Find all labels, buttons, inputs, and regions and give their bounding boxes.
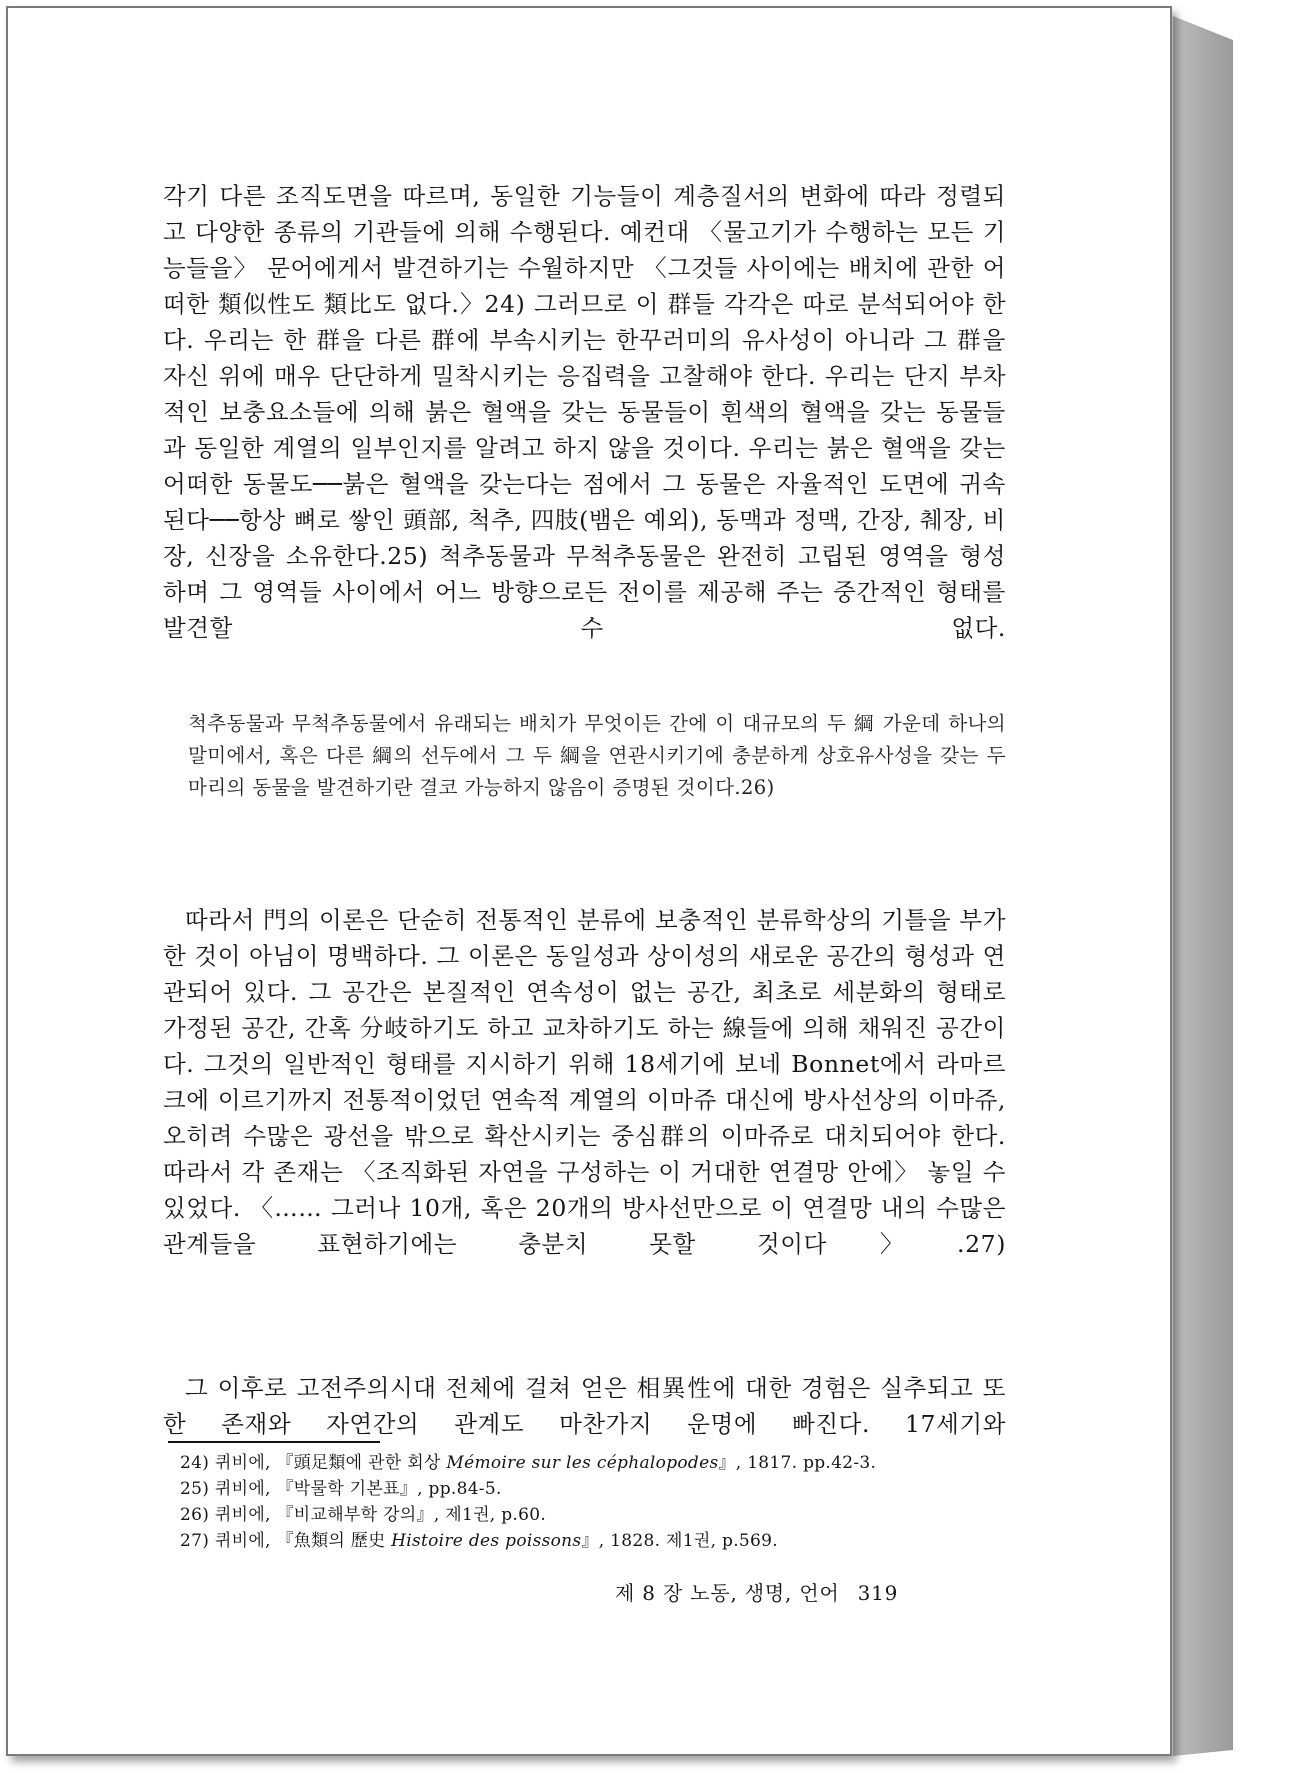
footnote-text: 퀴비에, 『魚類의 歷史	[214, 1531, 392, 1551]
page-number: 319	[857, 1581, 899, 1605]
footnote-number: 24)	[180, 1453, 210, 1473]
footnote-text: 퀴비에, 『비교해부학 강의』, 제1권, p.60.	[214, 1505, 547, 1525]
footnote-text-tail: 』, 1817. pp.42-3.	[718, 1453, 877, 1473]
footnote-divider	[168, 1441, 380, 1443]
body-paragraph-1: 각기 다른 조직도면을 따르며, 동일한 기능들이 계층질서의 변화에 따라 정렬되고 다양한 종류의 기관들에 의해 수행된다. 예컨대 〈물고기가 수행하는 모든 기능들을〉 문어에게서 발견하기는 수월하지만 〈그것들 사이에는 배치에 관한 어떠한 類似性도 類比도 없다.〉24) 그러므로 이 群들 각각은 따로 분석되어야 한다. 우리는 한 群을 다른 群에 부속시키는 한꾸러미의 유사성이 아니라 그 群을 자신 위에 매우 단단하게 밀착시키는 응집력을 고찰해야 한다. 우리는 단지 부차적인 보충요소들에 의해 붉은 혈액을 갖는 동물들이 흰색의 혈액을 갖는 동물들과 동일한 계열의 일부인지를 알려고 하지 않을 것이다. 우리는 붉은 혈액을 갖는 어떠한 동물도──붉은 혈액을 갖는다는 점에서 그 동물은 자율적인 도면에 귀속된다──항상 뼈로 쌓인 頭部, 척추, 四肢(뱀은 예외), 동맥과 정맥, 간장, 췌장, 비장, 신장을 소유한다.25) 척추동물과 무척추동물은 완전히 고립된 영역을 형성하며 그 영역들 사이에서 어느 방향으로든 전이를 제공해 주는 중간적인 형태를 발견할 수 없다.	[163, 182, 1006, 642]
footnote-text: 퀴비에, 『頭足類에 관한 회상	[214, 1453, 447, 1473]
footnote-25	[180, 1478, 502, 1500]
footnote-number: 25)	[180, 1479, 210, 1499]
footnote-italic-title: Histoire des poissons	[391, 1531, 582, 1551]
footnote-text-tail: 』, 1828. 제1권, p.569.	[581, 1531, 778, 1551]
footnote-number: 26)	[180, 1505, 210, 1525]
footnote-italic-title: Mémoire sur les céphalopodes	[446, 1453, 719, 1473]
running-footer	[615, 1580, 1005, 1606]
footnote-27	[180, 1530, 778, 1552]
footnote-24	[180, 1452, 876, 1474]
page-edge-shadow	[1173, 16, 1233, 1756]
footnote-26	[180, 1504, 546, 1526]
body-paragraph-2: 따라서 門의 이론은 단순히 전통적인 분류에 보충적인 분류학상의 기틀을 부가한 것이 아님이 명백하다. 그 이론은 동일성과 상이성의 새로운 공간의 형성과 연관되어 있다. 그 공간은 본질적인 연속성이 없는 공간, 최초로 세분화의 형태로 가정된 공간, 간혹 分岐하기도 하고 교차하기도 하는 線들에 의해 채워진 공간이다. 그것의 일반적인 형태를 지시하기 위해 18세기에 보네 Bonnet에서 라마르크에 이르기까지 전통적이었던 연속적 계열의 이마쥬 대신에 방사선상의 이마쥬, 오히려 수많은 광선을 밖으로 확산시키는 중심群의 이마쥬로 대치되어야 한다. 따라서 각 존재는 〈조직화된 자연을 구성하는 이 거대한 연결망 안에〉 놓일 수 있었다. 〈…… 그러나 10개, 혹은 20개의 방사선만으로 이 연결망 내의 수많은 관계들을 표현하기에는 충분치 못할 것이다〉.27)	[163, 906, 1006, 1258]
footnote-number: 27)	[180, 1531, 210, 1551]
footnote-text: 퀴비에, 『박물학 기본표』, pp.84-5.	[214, 1479, 502, 1499]
block-quote: 척추동물과 무척추동물에서 유래되는 배치가 무엇이든 간에 이 대규모의 두 綱 가운데 하나의 말미에서, 혹은 다른 綱의 선두에서 그 두 綱을 연관시키기에 충분하게 상호유사성을 갖는 두 마리의 동물을 발견하기란 결코 가능하지 않음이 증명된 것이다.26)	[188, 712, 1006, 799]
chapter-title: 제 8 장 노동, 생명, 언어	[615, 1581, 840, 1605]
body-paragraph-3: 그 이후로 고전주의시대 전체에 걸쳐 얻은 相異性에 대한 경험은 실추되고 또한 존재와 자연간의 관계도 마찬가지 운명에 빠진다. 17세기와	[163, 1374, 1006, 1438]
